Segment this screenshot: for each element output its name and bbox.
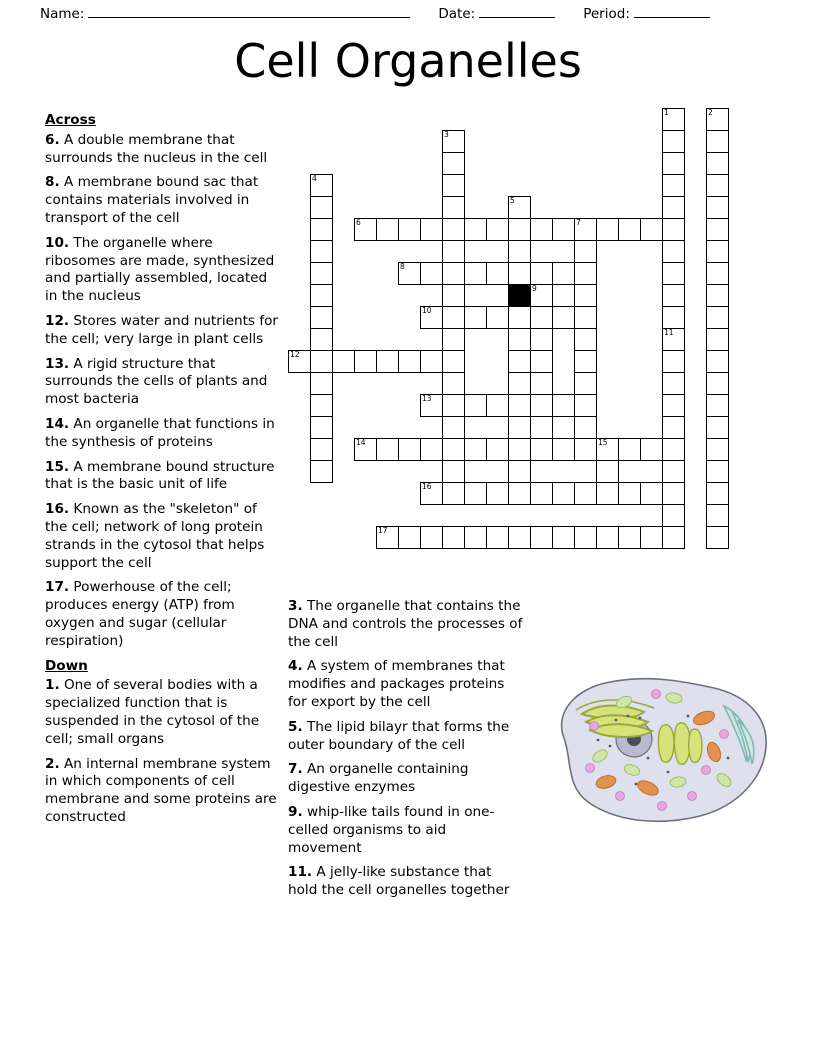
across-heading: Across (45, 112, 96, 128)
grid-cell[interactable] (442, 526, 465, 549)
grid-cell[interactable] (706, 218, 729, 241)
across-clue-text: A membrane bound sac that contains materials involved in transport of the cell (45, 174, 259, 226)
grid-cell[interactable] (508, 460, 531, 483)
grid-cell[interactable] (662, 350, 685, 373)
grid-cell[interactable] (574, 262, 597, 285)
across-clue (45, 235, 280, 306)
grid-cell[interactable] (486, 394, 509, 417)
grid-cell[interactable] (706, 196, 729, 219)
grid-cell[interactable] (464, 526, 487, 549)
grid-cell[interactable] (310, 438, 333, 461)
down-clue-text: The organelle that contains the DNA and controls the processes of the cell (288, 598, 523, 650)
grid-cell[interactable] (530, 438, 553, 461)
grid-cell[interactable] (706, 284, 729, 307)
grid-cell[interactable] (530, 526, 553, 549)
grid-cell[interactable] (530, 284, 553, 307)
down-clue (288, 761, 523, 797)
grid-cell[interactable] (398, 438, 421, 461)
grid-cell[interactable] (530, 416, 553, 439)
grid-cell[interactable] (662, 152, 685, 175)
grid-cell-number: 15 (598, 438, 608, 447)
grid-cell[interactable] (552, 262, 575, 285)
down-clue-text: The lipid bilayr that forms the outer boundary of the cell (288, 718, 510, 753)
grid-cell[interactable] (662, 108, 685, 131)
grid-cell[interactable] (508, 482, 531, 505)
grid-cell-number: 8 (400, 262, 405, 271)
grid-cell[interactable] (596, 438, 619, 461)
down-clue-text: A system of membranes that modifies and packages proteins for export by the cell (288, 658, 505, 710)
across-clue-text: A double membrane that surrounds the nucleus in the cell (45, 131, 268, 166)
grid-cell-blocked (508, 284, 531, 307)
name-label: Name: (40, 6, 85, 22)
grid-cell[interactable] (662, 174, 685, 197)
grid-cell[interactable] (530, 394, 553, 417)
across-clue-number: 12. (45, 312, 70, 329)
grid-cell[interactable] (310, 240, 333, 263)
grid-cell[interactable] (486, 306, 509, 329)
grid-cell[interactable] (486, 526, 509, 549)
across-clue-text: A rigid structure that surrounds the cells of plants and most bacteria (45, 355, 268, 408)
name-input-line[interactable] (88, 4, 410, 18)
grid-cell[interactable] (574, 526, 597, 549)
page-title: Cell Organelles (234, 34, 582, 88)
down-clue-number: 5. (288, 718, 303, 735)
grid-cell[interactable] (310, 394, 333, 417)
grid-cell[interactable] (310, 460, 333, 483)
across-clue-text: Powerhouse of the cell; produces energy (ATP) from oxygen and sugar (cellular respiration) (45, 579, 235, 649)
across-clue-number: 6. (45, 131, 60, 148)
across-clue-number: 13. (45, 355, 70, 372)
grid-cell[interactable] (574, 482, 597, 505)
across-clue-number: 10. (45, 234, 70, 251)
across-clue-list (45, 132, 280, 651)
grid-cell[interactable] (420, 262, 443, 285)
grid-cell[interactable] (706, 372, 729, 395)
grid-cell-number: 14 (356, 438, 366, 447)
grid-cell-number: 10 (422, 306, 432, 315)
grid-cell[interactable] (398, 262, 421, 285)
grid-cell[interactable] (398, 526, 421, 549)
grid-cell[interactable] (310, 416, 333, 439)
down-clue-number: 1. (45, 677, 60, 694)
grid-cell[interactable] (574, 350, 597, 373)
grid-cell[interactable] (376, 218, 399, 241)
grid-cell[interactable] (530, 218, 553, 241)
grid-cell[interactable] (310, 350, 333, 373)
down-clue-number: 2. (45, 755, 60, 772)
down-clue-number: 11. (288, 864, 313, 881)
grid-cell[interactable] (398, 350, 421, 373)
grid-cell[interactable] (420, 482, 443, 505)
grid-cell[interactable] (618, 438, 641, 461)
grid-cell[interactable] (706, 262, 729, 285)
down-clue-text: An internal membrane system in which components of cell membrane and some proteins are constructed (45, 755, 277, 825)
grid-cell[interactable] (288, 350, 311, 373)
grid-cell[interactable] (596, 526, 619, 549)
grid-cell[interactable] (376, 350, 399, 373)
grid-cell[interactable] (530, 482, 553, 505)
grid-cell[interactable] (530, 350, 553, 373)
grid-cell[interactable] (442, 306, 465, 329)
grid-cell-number: 9 (532, 284, 537, 293)
across-clue-text: The organelle where ribosomes are made, synthesized and partially assembled, located in the nucleus (45, 234, 275, 305)
grid-cell[interactable] (508, 394, 531, 417)
grid-cell[interactable] (706, 438, 729, 461)
down-clue (45, 756, 280, 827)
down-clue (288, 804, 523, 857)
clues-middle-column (288, 598, 523, 907)
grid-cell[interactable] (662, 284, 685, 307)
down-clue (288, 658, 523, 711)
grid-cell-number: 5 (510, 196, 515, 205)
grid-cell[interactable] (706, 328, 729, 351)
grid-cell[interactable] (706, 240, 729, 263)
grid-cell[interactable] (596, 460, 619, 483)
grid-cell[interactable] (574, 240, 597, 263)
grid-cell[interactable] (662, 526, 685, 549)
grid-cell-number: 11 (664, 328, 674, 337)
grid-cell[interactable] (574, 394, 597, 417)
grid-cell[interactable] (706, 108, 729, 131)
grid-cell[interactable] (662, 438, 685, 461)
grid-cell[interactable] (332, 350, 355, 373)
down-clue-text: A jelly-like substance that hold the cell organelles together (288, 864, 510, 899)
grid-cell[interactable] (442, 416, 465, 439)
across-clue (45, 501, 280, 572)
clues-left-column (45, 112, 280, 834)
grid-cell[interactable] (508, 262, 531, 285)
grid-cell[interactable] (420, 350, 443, 373)
grid-cell[interactable] (552, 526, 575, 549)
grid-cell-number: 7 (576, 218, 581, 227)
grid-cell[interactable] (442, 240, 465, 263)
grid-cell[interactable] (442, 130, 465, 153)
grid-cell[interactable] (442, 394, 465, 417)
down-clue-number: 4. (288, 658, 303, 675)
grid-cell[interactable] (574, 218, 597, 241)
grid-cell[interactable] (662, 262, 685, 285)
grid-cell[interactable] (706, 174, 729, 197)
grid-cell[interactable] (354, 350, 377, 373)
across-clue (45, 459, 280, 495)
down-clue-number: 7. (288, 761, 303, 778)
grid-cell[interactable] (464, 394, 487, 417)
grid-cell[interactable] (552, 306, 575, 329)
grid-cell-number: 12 (290, 350, 300, 359)
grid-cell[interactable] (574, 284, 597, 307)
grid-cell[interactable] (706, 416, 729, 439)
grid-cell[interactable] (310, 174, 333, 197)
grid-cell[interactable] (310, 218, 333, 241)
grid-cell[interactable] (420, 438, 443, 461)
grid-cell[interactable] (442, 152, 465, 175)
grid-cell-number: 1 (664, 108, 669, 117)
golgi-apparatus-shape (582, 706, 652, 737)
grid-cell[interactable] (706, 460, 729, 483)
across-clue-text: Stores water and nutrients for the cell; very large in plant cells (45, 312, 279, 347)
grid-cell[interactable] (662, 218, 685, 241)
grid-cell[interactable] (508, 526, 531, 549)
date-input-line[interactable] (479, 4, 555, 18)
grid-cell[interactable] (508, 240, 531, 263)
grid-cell-number: 3 (444, 130, 449, 139)
down-clue-list-middle (288, 598, 523, 900)
grid-cell[interactable] (574, 438, 597, 461)
grid-cell[interactable] (354, 438, 377, 461)
across-clue (45, 313, 280, 349)
down-clue-number: 3. (288, 598, 303, 614)
period-label: Period: (583, 6, 630, 22)
grid-cell[interactable] (442, 372, 465, 395)
grid-cell[interactable] (662, 306, 685, 329)
grid-cell[interactable] (662, 482, 685, 505)
grid-cell[interactable] (442, 262, 465, 285)
grid-cell[interactable] (310, 196, 333, 219)
grid-cell[interactable] (420, 306, 443, 329)
across-clue-number: 8. (45, 174, 60, 191)
grid-cell[interactable] (442, 350, 465, 373)
grid-cell[interactable] (662, 240, 685, 263)
student-info-row (40, 4, 776, 22)
grid-cell[interactable] (552, 438, 575, 461)
across-clue-number: 14. (45, 415, 70, 432)
grid-cell[interactable] (640, 218, 663, 241)
down-heading: Down (45, 657, 88, 674)
grid-cell[interactable] (464, 218, 487, 241)
grid-cell[interactable] (662, 372, 685, 395)
grid-cell[interactable] (640, 438, 663, 461)
grid-cell[interactable] (530, 328, 553, 351)
grid-cell-number: 6 (356, 218, 361, 227)
grid-cell[interactable] (662, 328, 685, 351)
date-label: Date: (438, 6, 476, 22)
grid-cell[interactable] (552, 394, 575, 417)
grid-cell[interactable] (618, 218, 641, 241)
grid-cell[interactable] (662, 504, 685, 527)
grid-cell[interactable] (640, 482, 663, 505)
grid-cell[interactable] (442, 460, 465, 483)
grid-cell[interactable] (706, 526, 729, 549)
grid-cell[interactable] (508, 416, 531, 439)
across-clue (45, 356, 280, 409)
grid-cell[interactable] (310, 284, 333, 307)
grid-cell[interactable] (420, 394, 443, 417)
grid-cell[interactable] (662, 196, 685, 219)
grid-cell[interactable] (442, 196, 465, 219)
down-clue (288, 864, 523, 900)
chloroplast-rods (658, 723, 702, 765)
grid-cell[interactable] (508, 438, 531, 461)
grid-cell[interactable] (420, 218, 443, 241)
grid-cell[interactable] (508, 350, 531, 373)
grid-cell[interactable] (464, 482, 487, 505)
across-clue (45, 416, 280, 452)
grid-cell[interactable] (420, 526, 443, 549)
grid-cell[interactable] (486, 262, 509, 285)
grid-cell[interactable] (574, 306, 597, 329)
grid-cell[interactable] (376, 526, 399, 549)
across-clue-text: A membrane bound structure that is the basic unit of life (45, 458, 275, 493)
grid-cell[interactable] (596, 482, 619, 505)
grid-cell[interactable] (464, 306, 487, 329)
across-clue-number: 16. (45, 501, 70, 518)
grid-cell[interactable] (530, 262, 553, 285)
grid-cell-number: 4 (312, 174, 317, 183)
animal-cell-illustration (528, 660, 776, 840)
down-clue-list-left (45, 677, 280, 826)
across-clue-text: An organelle that functions in the synthesis of proteins (45, 415, 275, 450)
grid-cell[interactable] (486, 218, 509, 241)
grid-cell[interactable] (442, 482, 465, 505)
grid-cell[interactable] (552, 218, 575, 241)
grid-cell-number: 17 (378, 526, 388, 535)
grid-cell[interactable] (662, 394, 685, 417)
grid-cell[interactable] (354, 218, 377, 241)
grid-cell[interactable] (530, 306, 553, 329)
grid-cell[interactable] (706, 482, 729, 505)
across-clue-number: 15. (45, 458, 70, 475)
grid-cell[interactable] (310, 306, 333, 329)
grid-cell[interactable] (618, 526, 641, 549)
grid-cell-number: 13 (422, 394, 432, 403)
grid-cell[interactable] (662, 416, 685, 439)
grid-cell[interactable] (706, 306, 729, 329)
grid-cell[interactable] (376, 438, 399, 461)
grid-cell[interactable] (574, 416, 597, 439)
grid-cell[interactable] (706, 504, 729, 527)
grid-cell[interactable] (442, 218, 465, 241)
grid-cell[interactable] (486, 438, 509, 461)
grid-cell[interactable] (310, 372, 333, 395)
grid-cell[interactable] (574, 328, 597, 351)
down-clue-text: whip-like tails found in one-celled organisms to aid movement (288, 803, 495, 856)
grid-cell[interactable] (508, 306, 531, 329)
grid-cell[interactable] (706, 394, 729, 417)
across-clue (45, 579, 280, 650)
grid-cell[interactable] (508, 196, 531, 219)
across-clue (45, 132, 280, 168)
grid-cell[interactable] (310, 328, 333, 351)
grid-cell[interactable] (398, 218, 421, 241)
down-clue-text: One of several bodies with a specialized function that is suspended in the cytosol of the cell; small organs (45, 677, 260, 747)
period-input-line[interactable] (634, 4, 710, 18)
grid-cell[interactable] (442, 328, 465, 351)
grid-cell[interactable] (530, 372, 553, 395)
across-clue-number: 17. (45, 579, 70, 596)
grid-cell[interactable] (706, 130, 729, 153)
grid-cell[interactable] (442, 284, 465, 307)
grid-cell[interactable] (508, 328, 531, 351)
down-clue (288, 598, 523, 651)
grid-cell[interactable] (552, 482, 575, 505)
grid-cell[interactable] (508, 372, 531, 395)
down-clue-text: An organelle containing digestive enzymes (288, 761, 469, 796)
grid-cell[interactable] (508, 218, 531, 241)
grid-cell[interactable] (464, 262, 487, 285)
grid-cell[interactable] (618, 482, 641, 505)
grid-cell[interactable] (662, 130, 685, 153)
grid-cell[interactable] (310, 262, 333, 285)
across-clue-text: Known as the "skeleton" of the cell; network of long protein strands in the cytosol that helps support the cell (45, 501, 265, 571)
down-clue (288, 719, 523, 755)
grid-cell[interactable] (442, 174, 465, 197)
grid-cell-number: 2 (708, 108, 713, 117)
grid-cell[interactable] (706, 152, 729, 175)
down-clue-number: 9. (288, 803, 303, 820)
grid-cell[interactable] (596, 218, 619, 241)
across-clue (45, 174, 280, 227)
grid-cell[interactable] (442, 438, 465, 461)
grid-cell[interactable] (640, 526, 663, 549)
grid-cell-number: 16 (422, 482, 432, 491)
down-clue (45, 677, 280, 748)
grid-cell[interactable] (574, 372, 597, 395)
grid-cell[interactable] (662, 460, 685, 483)
grid-cell[interactable] (706, 350, 729, 373)
grid-cell[interactable] (486, 482, 509, 505)
grid-cell[interactable] (464, 438, 487, 461)
